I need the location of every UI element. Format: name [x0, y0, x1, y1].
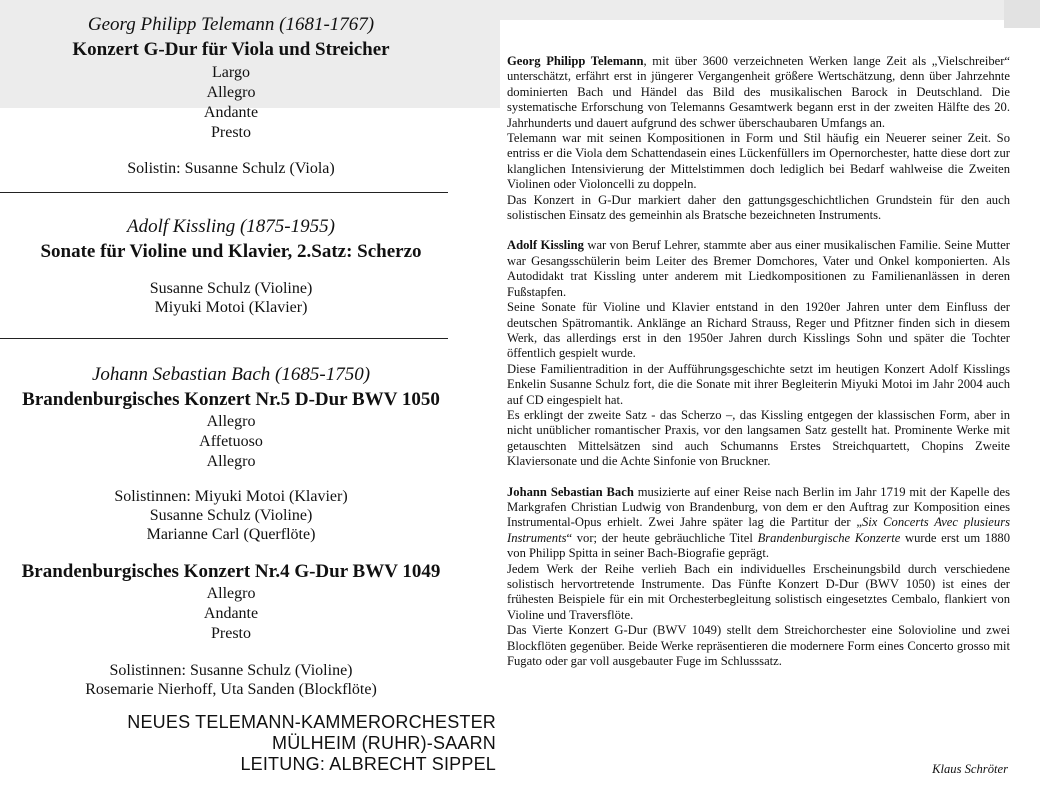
notes-name: Johann Sebastian Bach: [507, 484, 634, 499]
notes-name: Georg Philipp Telemann: [507, 54, 644, 68]
orchestra-credit: [127, 712, 496, 775]
movement: Allegro: [206, 585, 256, 602]
title-brandenburgische: Brandenburgische Konzerte: [757, 530, 901, 545]
corner-shade: [1004, 0, 1040, 28]
performer: Susanne Schulz (Violine): [149, 280, 313, 297]
notes-kissling-p1: Adolf Kissling war von Beruf Lehrer, stammte aber aus einer musikalischen Familie. Seine Mutter war Gesangsschülerin beim Leiter des Bremer Domchores, Vater und Onkel komponierten. Als Autodidakt trat Kissling unter anderem mit Liedkompositionen zu Familienanlässen in deren Fußstapfen.: [507, 238, 1010, 299]
top-shade: [500, 0, 1040, 20]
notes-bach-p1: Johann Sebastian Bach musizierte auf einer Reise nach Berlin im Jahr 1719 mit der Kapelle des Markgrafen Christian Ludwig von Brandenburg, von dem er den Auftrag zur Komposition eines Instrumental-Opus erhielt. Zwei Jahre später lag die Partitur der „Six Concerts Avec plusieurs Instruments“ vor; der heute gebräuchliche Titel Brandenburgische Konzerte wurde erst um 1880 von Philipp Spitta in seiner Bach-Biografie geprägt.: [507, 484, 1010, 561]
work-bwv1049: Brandenburgisches Konzert Nr.4 G-Dur BWV 1049: [21, 561, 441, 582]
notes-paragraph: Seine Sonate für Violine und Klavier entstand in den 1920er Jahren unter dem Einfluss der deutschen Spätromantik. Anklänge an Richard Strauss, Reger und Pfitzner finden sich in diesem Werk, das allerdings erst in den 1950er Jahren durch Kisslings Sohn und später die Tochter öffentlich gespielt wurde.: [507, 300, 1010, 361]
movement: Andante: [203, 104, 259, 121]
performer: Solistinnen: Miyuki Motoi (Klavier): [114, 488, 348, 505]
performer: Solistin: Susanne Schulz (Viola): [127, 160, 335, 177]
author-signature: Klaus Schröter: [932, 762, 1008, 776]
title-six-concerts: Six Concerts Avec plusieurs Instruments: [507, 515, 1010, 545]
program-bach-1049: [0, 561, 462, 699]
notes-paragraph: Telemann war mit seinen Kompositionen in Form und Stil häufig ein Neuerer seiner Zeit. So entriss er die Viola dem Schattendasein eines Lückenfüllers im Opernorchester, hatte diese dort zur klanglichen Intensivierung der Mittelstimmen doch lediglich bei Bedarf wahlweise die Zweiten Violinen oder Violoncelli zu doppeln.: [507, 131, 1010, 192]
movement: Largo: [212, 64, 250, 81]
program-bach-1050: [0, 364, 462, 544]
work-bwv1050: Brandenburgisches Konzert Nr.5 D-Dur BWV 1050: [22, 389, 440, 410]
notes-name: Adolf Kissling: [507, 238, 584, 253]
composer-telemann: Georg Philipp Telemann (1681-1767): [87, 14, 375, 35]
movement: Affetuoso: [199, 433, 263, 450]
movement: Allegro: [206, 453, 256, 470]
movement: Allegro: [206, 84, 256, 101]
work-kissling: Sonate für Violine und Klavier, 2.Satz: Scherzo: [40, 241, 422, 262]
notes-paragraph: Das Vierte Konzert G-Dur (BWV 1049) stellt dem Streichorchester eine Solovioline und zwei Blockflöten gegenüber. Beide Werke repräsentieren die modernere Form eines Concerto grosso mit Fugato oder gar voll ausgebauter Fuge im Schlusssatz.: [507, 623, 1010, 669]
performer: Susanne Schulz (Violine): [149, 507, 313, 524]
notes-paragraph: Diese Familientradition in der Aufführungsgeschichte setzt im heutigen Konzert Adolf Kisslings Enkelin Susanne Schulz fort, die die Sonate mit ihrer Begleiterin Miyuki Motoi im Jahr 2004 auch auf CD eingespielt hat.: [507, 361, 1010, 407]
orchestra-name: NEUES TELEMANN-KAMMERORCHESTER: [127, 712, 496, 732]
movement: Presto: [211, 625, 251, 642]
notes-paragraph: Es erklingt der zweite Satz - das Scherzo –, das Kissling entgegen der klassischen Form, aber in nicht unüblicher romantischer Praxis, vor den langsamen Satz gestellt hat. Prominente Werke mit getauschten Mittelsätzen sind auch Schumanns Erstes Streichquartett, Chopins Zweite Klaviersonate und die Achte Sinfonie von Bruckner.: [507, 407, 1010, 469]
performer: Rosemarie Nierhoff, Uta Sanden (Blockflöte): [85, 681, 377, 698]
movement: Allegro: [206, 413, 256, 430]
program-kissling: [0, 216, 462, 317]
performer: Marianne Carl (Querflöte): [146, 526, 316, 543]
work-telemann: Konzert G-Dur für Viola und Streicher: [72, 39, 390, 60]
orchestra-conductor: LEITUNG: ALBRECHT SIPPEL: [240, 754, 496, 774]
performer: Solistinnen: Susanne Schulz (Violine): [109, 662, 353, 679]
notes-paragraph: Das Konzert in G-Dur markiert daher den gattungsgeschichtlichen Grundstein für den auch solistischen Einsatz des gemeinhin als Bratsche bezeichneten Instruments.: [507, 192, 1010, 223]
composer-bach: Johann Sebastian Bach (1685-1750): [91, 364, 371, 385]
orchestra-location: MÜLHEIM (RUHR)-SAARN: [272, 733, 496, 753]
composer-kissling: Adolf Kissling (1875-1955): [127, 216, 335, 237]
notes-telemann-p1: Georg Philipp Telemann, mit über 3600 verzeichneten Werken lange Zeit als „Vielschreiber“ unterschätzt, erfährt erst in jüngerer Vergangenheit größere Wertschätzung, denn über Jahrzehnte dominierten Bach und Händel das Bild des musikalischen Barock in Deutschland. Die systematische Erforschung von Telemanns Gesamtwerk begann erst in der zweiten Hälfte des 20. Jahrhunderts und dauert aufgrund des schwer überschaubaren Umfangs an.: [507, 54, 1010, 130]
movement: Presto: [211, 124, 251, 141]
movement: Andante: [203, 605, 259, 622]
program-telemann: [0, 14, 462, 178]
performer: Miyuki Motoi (Klavier): [154, 299, 308, 316]
divider: [0, 338, 448, 339]
divider: [0, 192, 448, 193]
notes-paragraph: Jedem Werk der Reihe verlieh Bach ein individuelles Erscheinungsbild durch verschiedene solistisch hervortretende Instrumente. Das Fünfte Konzert D-Dur (BWV 1050) ist eines der frühesten Beispiele für ein mit Orchesterbegleitung solistisch eingesetztes Cembalo, flankiert von Violine und Traversflöte.: [507, 561, 1010, 622]
notes-column: [507, 54, 1010, 669]
